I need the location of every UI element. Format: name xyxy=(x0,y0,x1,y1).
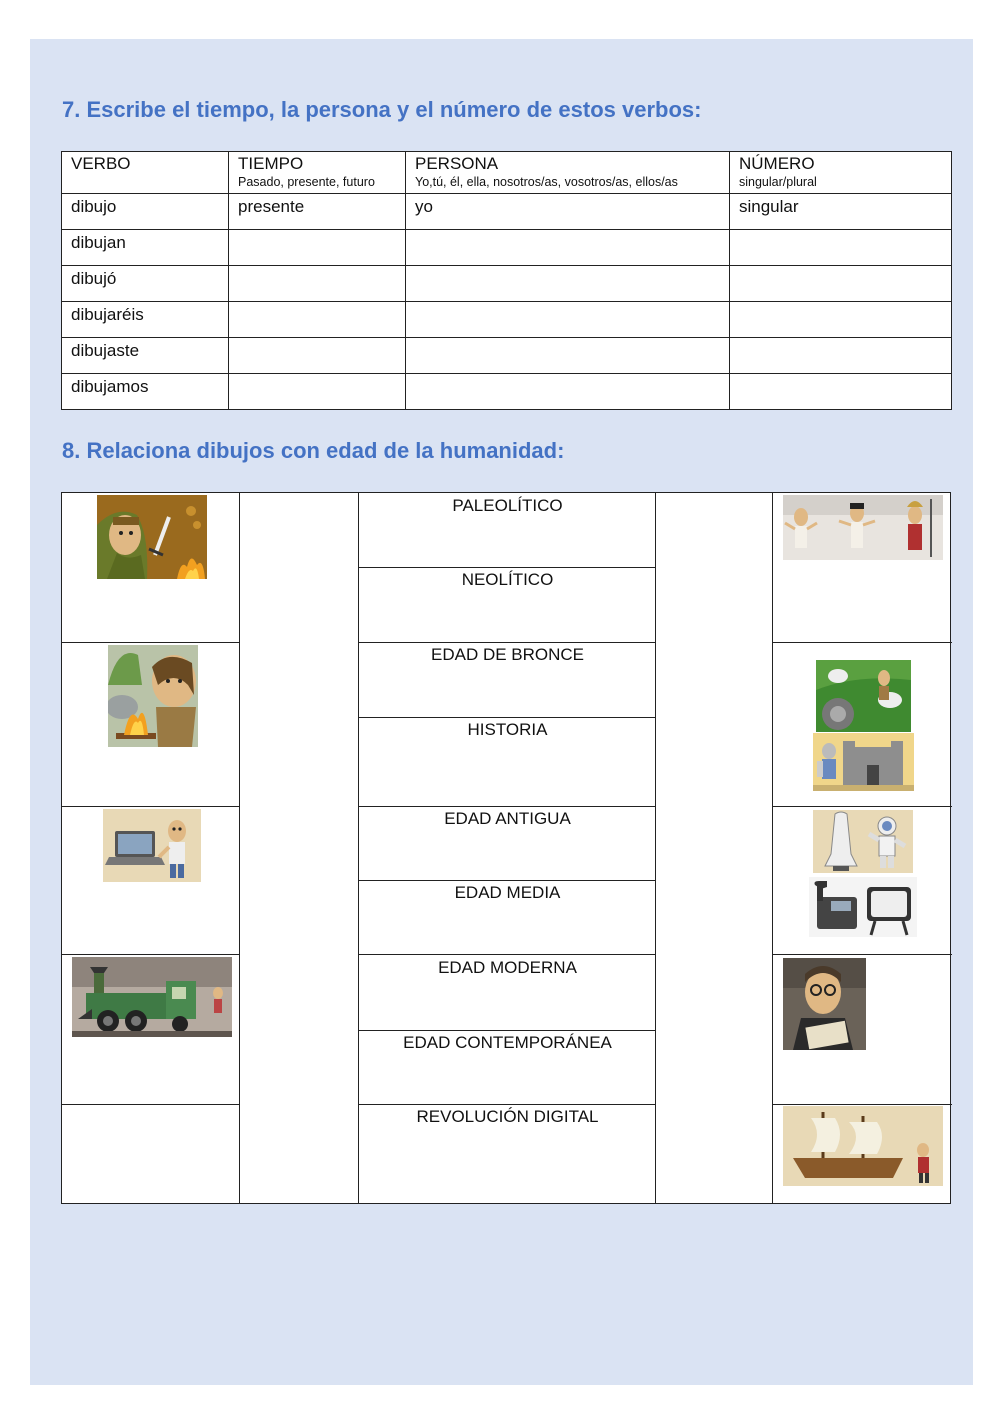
era-label[interactable]: HISTORIA xyxy=(467,720,548,739)
verb-row xyxy=(62,266,952,302)
matching-grid xyxy=(61,492,951,1204)
phone-tv-icon[interactable] xyxy=(809,877,917,937)
row-divider xyxy=(62,642,239,643)
numero-cell[interactable] xyxy=(730,266,952,302)
row-divider xyxy=(62,954,239,955)
row-divider xyxy=(358,567,655,568)
persona-cell[interactable] xyxy=(406,266,730,302)
header-numero: NÚMERO singular/plural xyxy=(730,152,952,194)
persona-cell[interactable]: yo xyxy=(406,194,730,230)
verb-row xyxy=(62,374,952,410)
verb-cell: dibujamos xyxy=(62,374,229,410)
column-divider xyxy=(772,493,773,1203)
column-divider xyxy=(239,493,240,1203)
tiempo-cell[interactable]: presente xyxy=(229,194,406,230)
steam-train-icon[interactable] xyxy=(72,957,232,1037)
row-divider xyxy=(358,1030,655,1031)
row-divider xyxy=(358,642,655,643)
row-divider xyxy=(358,954,655,955)
row-divider xyxy=(62,806,239,807)
row-divider xyxy=(358,880,655,881)
column-divider xyxy=(358,493,359,1203)
verb-row xyxy=(62,338,952,374)
exercise-7-title: 7. Escribe el tiempo, la persona y el número de estos verbos: xyxy=(62,97,702,122)
verb-cell: dibujo xyxy=(62,194,229,230)
verbs-header-row xyxy=(62,152,952,194)
row-divider xyxy=(62,1104,239,1105)
header-persona: PERSONA Yo,tú, él, ella, nosotros/as, vosotros/as, ellos/as xyxy=(406,152,730,194)
era-label[interactable]: REVOLUCIÓN DIGITAL xyxy=(416,1107,599,1126)
hint-tiempo: Pasado, presente, futuro xyxy=(238,175,375,189)
hint-numero: singular/plural xyxy=(739,175,817,189)
row-divider xyxy=(772,806,952,807)
numero-cell[interactable]: singular xyxy=(730,194,952,230)
persona-cell[interactable] xyxy=(406,374,730,410)
space-shuttle-icon[interactable] xyxy=(813,810,913,873)
verb-cell: dibujaréis xyxy=(62,302,229,338)
verb-cell: dibujan xyxy=(62,230,229,266)
row-divider xyxy=(358,1104,655,1105)
verbs-table xyxy=(61,151,952,410)
numero-cell[interactable] xyxy=(730,338,952,374)
row-divider xyxy=(358,806,655,807)
caveman-fire-icon[interactable] xyxy=(108,645,198,747)
egyptian-roman-icon[interactable] xyxy=(783,495,943,560)
era-label[interactable]: PALEOLÍTICO xyxy=(452,496,563,515)
verb-cell: dibujó xyxy=(62,266,229,302)
header-verbo: VERBO xyxy=(62,152,229,194)
verb-row xyxy=(62,194,952,230)
tiempo-cell[interactable] xyxy=(229,266,406,302)
verb-row xyxy=(62,230,952,266)
caravel-ship-icon[interactable] xyxy=(783,1106,943,1186)
numero-cell[interactable] xyxy=(730,302,952,338)
era-label[interactable]: EDAD MODERNA xyxy=(438,958,577,977)
header-tiempo: TIEMPO Pasado, presente, futuro xyxy=(229,152,406,194)
laptop-man-icon[interactable] xyxy=(103,809,201,882)
tiempo-cell[interactable] xyxy=(229,230,406,266)
persona-cell[interactable] xyxy=(406,230,730,266)
row-divider xyxy=(358,717,655,718)
hint-persona: Yo,tú, él, ella, nosotros/as, vosotros/as, ellos/as xyxy=(415,175,678,189)
tiempo-cell[interactable] xyxy=(229,302,406,338)
era-label[interactable]: NEOLÍTICO xyxy=(461,570,554,589)
tiempo-cell[interactable] xyxy=(229,374,406,410)
numero-cell[interactable] xyxy=(730,374,952,410)
caveman-sword-icon[interactable] xyxy=(97,495,207,579)
era-label[interactable]: EDAD CONTEMPORÁNEA xyxy=(403,1033,612,1052)
row-divider xyxy=(772,642,952,643)
knight-castle-icon[interactable] xyxy=(813,733,914,791)
persona-cell[interactable] xyxy=(406,338,730,374)
numero-cell[interactable] xyxy=(730,230,952,266)
verb-row xyxy=(62,302,952,338)
exercise-8-title: 8. Relaciona dibujos con edad de la humanidad: xyxy=(62,438,565,463)
persona-cell[interactable] xyxy=(406,302,730,338)
era-label[interactable]: EDAD MEDIA xyxy=(454,883,561,902)
column-divider xyxy=(655,493,656,1203)
farmer-sheep-icon[interactable] xyxy=(816,660,911,732)
row-divider xyxy=(772,1104,952,1105)
era-label[interactable]: EDAD ANTIGUA xyxy=(444,809,571,828)
writer-book-icon[interactable] xyxy=(783,958,866,1050)
era-label[interactable]: EDAD DE BRONCE xyxy=(430,645,585,664)
row-divider xyxy=(772,954,952,955)
verb-cell: dibujaste xyxy=(62,338,229,374)
tiempo-cell[interactable] xyxy=(229,338,406,374)
